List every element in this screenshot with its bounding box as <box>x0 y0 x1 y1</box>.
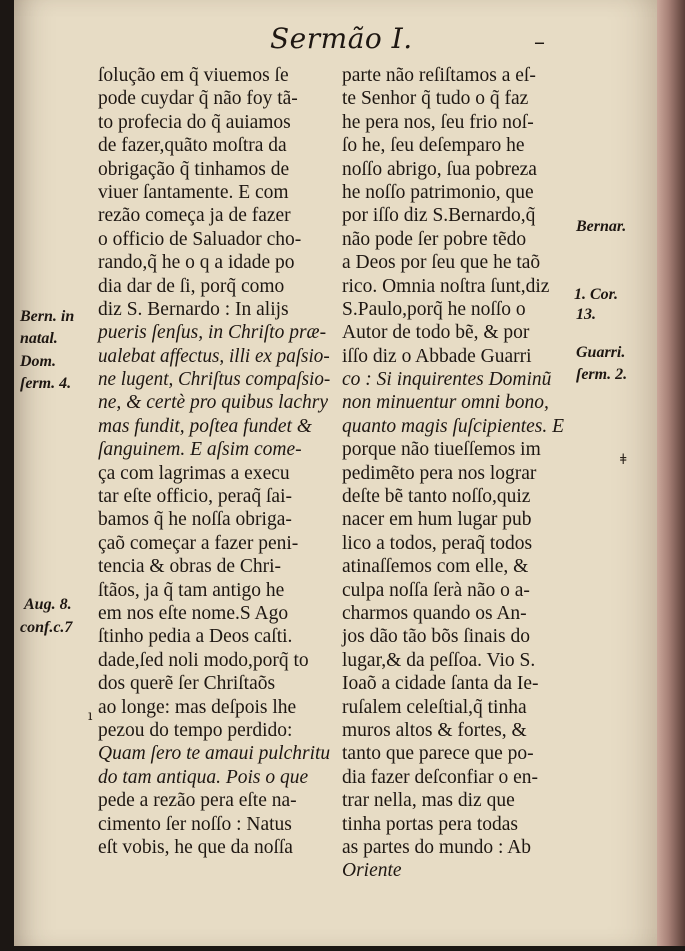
left-column-line-34: eſt vobis, he que da noſſa <box>98 836 293 858</box>
left-column-line-16: mas fundit, poſtea fundet & <box>98 415 312 437</box>
left-column-line-30: Quam ſero te amaui pulchritu <box>98 743 331 765</box>
left-column-line-3: to profecia do q̃ auiamos <box>98 111 291 133</box>
right-column-line-26: lugar,& da peſſoa. Vio S. <box>342 649 536 671</box>
stray-mark-right: ǂ <box>620 452 627 468</box>
left-column-line-32: pede a rezão pera eſte na- <box>98 790 297 812</box>
page-edge <box>657 0 685 951</box>
left-column-line-14: ne lugent, Chriſtus compaſsio- <box>98 369 331 391</box>
right-column-line-33: tinha portas pera todas <box>342 813 518 835</box>
right-column-line-30: tanto que parece que po- <box>342 743 534 765</box>
right-column-line-35: Oriente <box>342 860 402 882</box>
right-column-line-1: parte não reſiſtamos a eſ- <box>342 65 536 86</box>
right-column-line-14: co : Si inquirentes Dominũ <box>342 369 552 391</box>
right-column-line-16: quanto magis ſuſcipientes. E <box>342 415 565 437</box>
page-header: Sermão I. <box>270 22 413 55</box>
left-column-line-18: ça com lagrimas a execu <box>98 462 290 484</box>
margin-note-13: 13. <box>576 306 596 323</box>
left-column-line-5: obrigação q̃ tinhamos de <box>98 158 290 180</box>
right-column-line-24: charmos quando os An- <box>342 602 527 624</box>
margin-note-serm2: ſerm. 2. <box>576 366 628 383</box>
right-column-line-25: jos dão tão bõs ſinais do <box>342 626 530 648</box>
left-column-line-6: viuer ſantamente. E com <box>98 181 289 203</box>
right-column-line-27: Ioaõ a cidade ſanta da Ie- <box>342 673 539 695</box>
right-column-line-4: ſo he, ſeu deſemparo he <box>342 135 525 157</box>
right-column-line-21: lico a todos, peraq̃ todos <box>342 532 533 554</box>
left-column-line-29: pezou do tempo perdido: <box>98 719 293 741</box>
right-column-line-8: não pode ſer pobre tẽdo <box>342 228 527 250</box>
left-column-line-1: ſolução em q̃ viuemos ſe <box>98 65 289 86</box>
right-text-column <box>342 64 572 883</box>
left-column-line-9: rando,q̃ he o q a idade po <box>98 252 295 274</box>
right-column-line-23: culpa noſſa ſerà não o a- <box>342 579 530 601</box>
left-column-line-28: ao longe: mas deſpois lhe <box>98 696 297 718</box>
right-column-line-29: muros altos & fortes, & <box>342 719 527 741</box>
margin-note-bern-in: Bern. in <box>20 308 75 325</box>
right-column-line-34: as partes do mundo : Ab <box>342 836 532 858</box>
left-column-line-23: ſtãos, ja q̃ tam antigo he <box>98 579 285 601</box>
left-column-line-17: ſanguinem. E aſsim come- <box>98 439 302 461</box>
margin-note-serm4: ſerm. 4. <box>20 375 72 392</box>
right-column-line-7: por iſſo diz S.Bernardo,q̃ <box>342 205 536 227</box>
right-column-line-18: pedimẽto pera nos lograr <box>342 462 537 484</box>
right-column-line-10: rico. Omnia noſtra ſunt,diz <box>342 275 550 297</box>
margin-note-1cor: 1. Cor. <box>574 286 619 303</box>
right-column-line-11: S.Paulo,porq̃ he noſſo o <box>342 298 526 320</box>
right-column-line-32: trar nella, mas diz que <box>342 790 515 812</box>
right-column-line-19: deſte bẽ tanto noſſo,quiz <box>342 486 531 508</box>
right-column-line-17: porque não tiueſſemos im <box>342 439 541 461</box>
left-column-line-22: tencia & obras de Chri- <box>98 556 282 578</box>
right-column-line-13: iſſo diz o Abbade Guarri <box>342 345 532 367</box>
margin-note-dom: Dom. <box>20 353 56 370</box>
left-column-line-26: dade,ſed noli modo,porq̃ to <box>98 649 309 671</box>
right-column-line-9: a Deos por ſeu que he taõ <box>342 252 541 274</box>
margin-note-guarri: Guarri. <box>576 344 626 361</box>
right-column-line-15: non minuentur omni bono, <box>342 392 549 414</box>
right-column-line-2: te Senhor q̃ tudo o q̃ faz <box>342 88 529 110</box>
right-column-line-20: nacer em hum lugar pub <box>342 509 532 531</box>
left-column-line-4: de fazer,quãto moſtra da <box>98 135 287 157</box>
left-column-line-13: ualebat affectus, illi ex paſsio- <box>98 345 330 367</box>
right-column-line-5: noſſo abrigo, ſua pobreza <box>342 158 537 180</box>
left-column-line-12: pueris ſenſus, in Chriſto præ- <box>98 322 327 344</box>
left-column-line-33: cimento ſer noſſo : Natus <box>98 813 292 835</box>
left-column-line-21: çaõ começar a fazer peni- <box>98 532 299 554</box>
left-column-line-7: rezão começa ja de fazer <box>98 205 291 227</box>
right-column-line-12: Autor de todo bẽ, & por <box>342 322 530 344</box>
right-column-line-31: dia fazer deſconfiar o en- <box>342 766 538 788</box>
left-column-line-27: dos querẽ ſer Chriſtaõs <box>98 673 276 695</box>
right-column-line-22: atinaſſemos com elle, & <box>342 556 529 578</box>
margin-note-aug: Aug. 8. <box>24 596 72 613</box>
right-column-line-6: he noſſo patrimonio, que <box>342 181 534 203</box>
left-column-line-15: ne, & certè pro quibus lachry <box>98 392 328 414</box>
bottom-shadow <box>0 946 685 951</box>
header-dash: – <box>534 30 545 55</box>
left-column-line-25: ſtinho pedia a Deos caſti. <box>98 626 293 648</box>
right-column-line-3: he pera nos, ſeu frio noſ- <box>342 111 534 133</box>
left-column-line-11: diz S. Bernardo : In alijs <box>98 298 289 320</box>
left-column-line-19: tar eſte officio, peraq̃ ſai- <box>98 486 293 508</box>
right-column-line-28: ruſalem celeſtial,q̃ tinha <box>342 696 527 718</box>
margin-note-bernar: Bernar. <box>576 218 627 235</box>
left-text-column <box>98 64 330 859</box>
left-column-line-20: bamos q̃ he noſſa obriga- <box>98 509 292 531</box>
left-column-line-8: o officio de Saluador cho- <box>98 228 302 250</box>
left-column-line-24: em nos eſte nome.S Ago <box>98 602 289 624</box>
left-column-line-2: pode cuydar q̃ não foy tã- <box>98 88 298 110</box>
stray-mark-left: ı <box>88 708 93 724</box>
margin-note-conf: conf.c.7 <box>20 619 73 636</box>
left-column-line-31: do tam antiqua. Pois o que <box>98 766 309 788</box>
margin-note-natal: natal. <box>20 330 58 347</box>
left-column-line-10: dia dar de ſi, porq̃ como <box>98 275 285 297</box>
